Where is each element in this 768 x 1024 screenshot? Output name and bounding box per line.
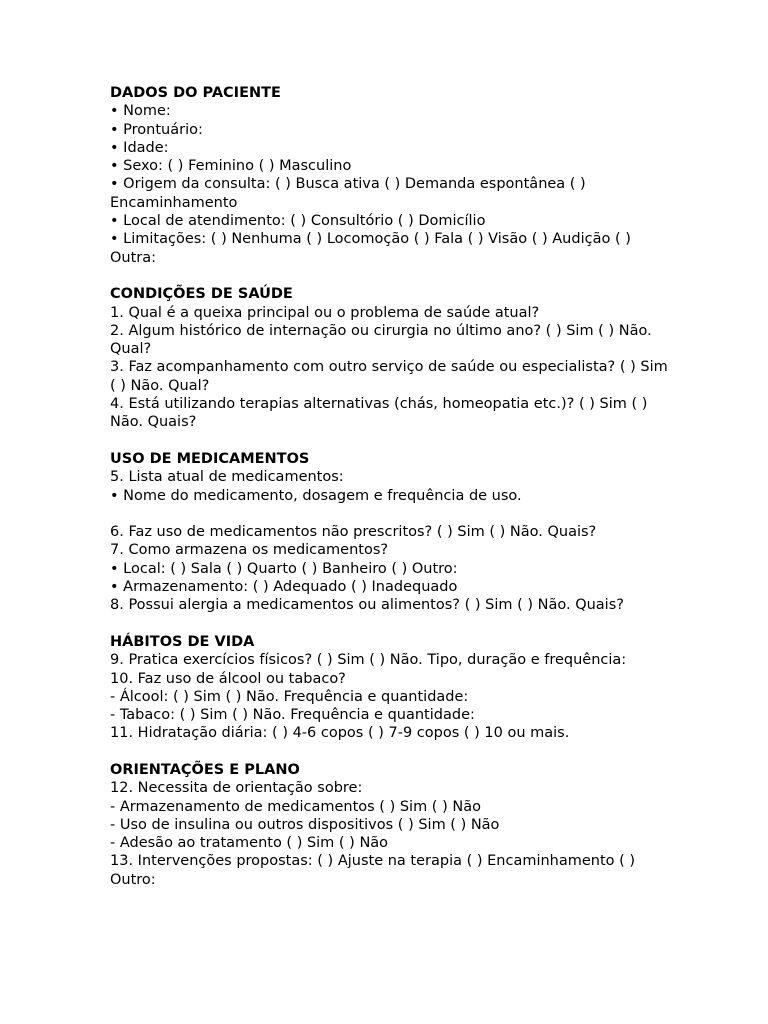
field-line: • Local de atendimento: ( ) Consultório ( ) Domicílio — [110, 213, 486, 230]
field-line: • Origem da consulta: ( ) Busca ativa ( ) Demanda espontânea ( ) Encaminhamento — [110, 176, 586, 211]
question-line: 5. Lista atual de medicamentos: — [110, 469, 344, 486]
question-line: 13. Intervenções propostas: ( ) Ajuste na terapia ( ) Encaminhamento ( ) Outro: — [110, 853, 636, 888]
section-uso-de-medicamentos — [110, 450, 670, 615]
section-heading: HÁBITOS DE VIDA — [110, 633, 255, 650]
question-line: - Uso de insulina ou outros dispositivos ( ) Sim ( ) Não — [110, 816, 500, 833]
question-line: 4. Está utilizando terapias alternativas (chás, homeopatia etc.)? ( ) Sim ( ) Não. Quais? — [110, 396, 648, 431]
question-line: 8. Possui alergia a medicamentos ou alimentos? ( ) Sim ( ) Não. Quais? — [110, 597, 624, 614]
question-line: - Álcool: ( ) Sim ( ) Não. Frequência e quantidade: — [110, 688, 469, 705]
question-line: 2. Algum histórico de internação ou cirurgia no último ano? ( ) Sim ( ) Não. Qual? — [110, 322, 652, 358]
question-line: 12. Necessita de orientação sobre: — [110, 780, 363, 797]
section-orientacoes-e-plano — [110, 761, 670, 889]
section-habitos-de-vida — [110, 633, 670, 743]
field-line: • Limitações: ( ) Nenhuma ( ) Locomoção ( ) Fala ( ) Visão ( ) Audição ( ) Outra: — [110, 231, 631, 266]
question-line: - Adesão ao tratamento ( ) Sim ( ) Não — [110, 835, 389, 852]
section-heading: DADOS DO PACIENTE — [110, 85, 281, 101]
question-line: 11. Hidratação diária: ( ) 4-6 copos ( ) 7-9 copos ( ) 10 ou mais. — [110, 725, 570, 742]
question-line: 9. Pratica exercícios físicos? ( ) Sim ( ) Não. Tipo, duração e frequência: — [110, 652, 627, 669]
question-line: - Tabaco: ( ) Sim ( ) Não. Frequência e quantidade: — [110, 707, 475, 724]
section-heading: ORIENTAÇÕES E PLANO — [110, 761, 300, 778]
field-line: • Sexo: ( ) Feminino ( ) Masculino — [110, 158, 352, 175]
question-line: 7. Como armazena os medicamentos? — [110, 542, 389, 559]
question-line: 3. Faz acompanhamento com outro serviço de saúde ou especialista? ( ) Sim ( ) Não. Qual? — [110, 359, 668, 394]
section-heading: CONDIÇÕES DE SAÚDE — [110, 286, 293, 303]
question-line: • Nome do medicamento, dosagem e frequência de uso. — [110, 487, 522, 504]
question-line: 10. Faz uso de álcool ou tabaco? — [110, 670, 346, 687]
section-heading: USO DE MEDICAMENTOS — [110, 450, 310, 467]
field-line: • Idade: — [110, 139, 169, 156]
question-line: 1. Qual é a queixa principal ou o problema de saúde atual? — [110, 304, 540, 321]
section-condicoes-de-saude — [110, 285, 670, 431]
field-line: • Prontuário: — [110, 121, 203, 138]
question-line: 6. Faz uso de medicamentos não prescritos? ( ) Sim ( ) Não. Quais? — [110, 524, 597, 541]
blank-line — [110, 505, 670, 523]
form-document — [110, 84, 670, 907]
question-line: - Armazenamento de medicamentos ( ) Sim ( ) Não — [110, 798, 481, 815]
question-line: • Local: ( ) Sala ( ) Quarto ( ) Banheiro ( ) Outro: — [110, 560, 458, 577]
question-line: • Armazenamento: ( ) Adequado ( ) Inadequado — [110, 579, 458, 596]
section-dados-do-paciente — [110, 84, 670, 267]
field-line: • Nome: — [110, 103, 171, 120]
